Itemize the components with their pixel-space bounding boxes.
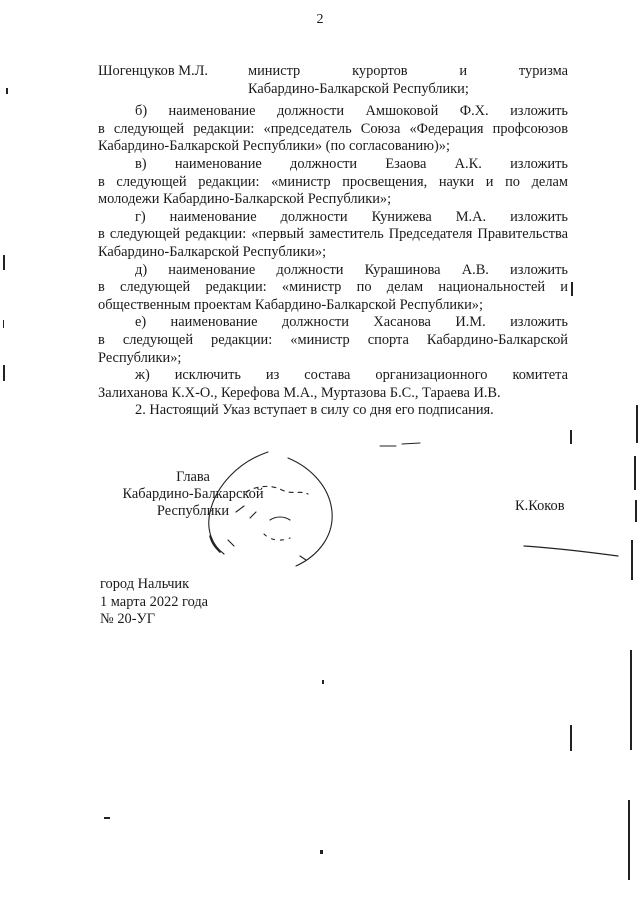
effective-date-clause: 2. Настоящий Указ вступает в силу со дня его подписания.: [135, 402, 494, 419]
member-name: Шогенцуков М.Л.: [98, 63, 209, 79]
amendment-text: в следующей редакции: «председатель Союза «Федерация профсоюзов Кабардино-Балкарской Республики» (по согласованию)»;: [98, 120, 568, 155]
scan-margin-marks: [3, 88, 638, 880]
signatory-title-line: Глава: [176, 469, 210, 485]
decree-number: № 20-УГ: [100, 611, 156, 627]
page-number: 2: [316, 12, 324, 27]
signatory-title-line: Кабардино-Балкарской: [122, 486, 264, 502]
amendment-first-line: ж) исключить из состава организационного комитета: [135, 367, 568, 384]
amendment-first-line: д) наименование должности Курашинова А.В. изложить: [135, 261, 568, 278]
amendment-text: в следующей редакции: «министр по делам национальностей и общественным проектам Кабардино-Балкарской Республики»;: [98, 279, 568, 313]
member-role-line1: министр курортов и туризма: [248, 63, 568, 79]
city: город Нальчик: [100, 576, 190, 592]
handwritten-signature: [209, 443, 618, 566]
amendment-first-line: г) наименование должности Кунижева М.А. изложить: [135, 208, 568, 225]
decree-date: 1 марта 2022 года: [100, 593, 209, 610]
amendment-text: в следующей редакции: «министр просвещения, науки и по делам молодежи Кабардино-Балкарской Республики»;: [98, 173, 568, 208]
signatory-title-line: Республики: [156, 503, 230, 519]
amendment-first-line: в) наименование должности Езаова А.К. изложить: [135, 155, 568, 172]
signatory-name: К.Коков: [515, 498, 565, 514]
member-role-line2: Кабардино-Балкарской Республики;: [248, 80, 469, 97]
amendment-text: Залиханова К.Х-О., Керефова М.А., Муртазова Б.С., Тараева И.В.: [98, 384, 501, 401]
amendment-first-line: е) наименование должности Хасанова И.М. изложить: [135, 314, 568, 331]
amendment-text: в следующей редакции: «министр спорта Кабардино-Балкарской Республики»;: [98, 331, 568, 366]
amendment-first-line: б) наименование должности Амшоковой Ф.Х. изложить: [135, 103, 568, 120]
amendment-text: в следующей редакции: «первый заместитель Председателя Правительства Кабардино-Балкарской Республики»;: [98, 226, 568, 260]
